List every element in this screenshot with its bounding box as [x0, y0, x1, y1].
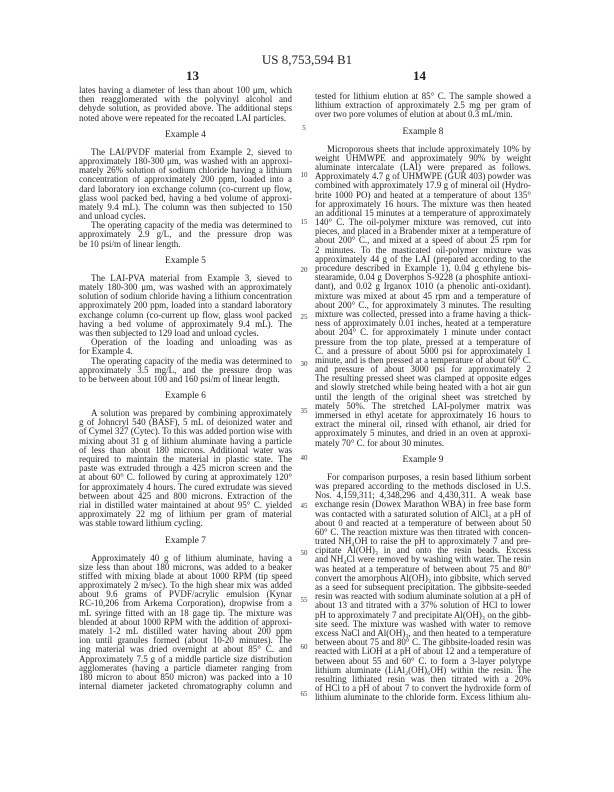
line-number: 45	[300, 501, 308, 510]
line-number: 60	[300, 643, 308, 652]
page-number-left: 13	[186, 68, 199, 83]
example-heading: Example 4	[165, 129, 206, 140]
text-line: dard laboratory ion exchange column (co-current up flow,	[79, 184, 292, 194]
text-line: procedure described in Example 1), 0.04 g ethylene bis-	[315, 264, 531, 273]
text-line: internal diameter jacketed chromatography column and	[79, 682, 292, 692]
text-line: as a seed for subsequent precipitation. The gibbsite-seeded	[315, 583, 531, 592]
paragraph	[79, 409, 292, 528]
text-line: paste was extruded through a 425 micron screen and the	[79, 464, 292, 474]
text-line: g of Johncryl 540 (BASF), 5 mL of deionized water and	[79, 418, 292, 428]
text-line: The LAI/PVDF material from Example 2, sieved to	[91, 147, 292, 157]
text-line: blended at about 1000 RPM with the addition of approxi-	[79, 617, 292, 627]
text-line: C. and a pressure of about 5000 psi for approximately 1	[315, 346, 531, 356]
paragraph	[315, 92, 531, 120]
text-line: mately 26% solution of sodium chloride having a lithium	[79, 166, 292, 176]
text-line: for approximately 16 hours. The mixture was then heated	[315, 199, 531, 209]
text-line: tested for lithium elution at 85° C. The sample showed a	[315, 92, 531, 101]
text-line: approximately 200 ppm, loaded into a standard laboratory	[79, 301, 292, 311]
text-line: about 9.6 grams of PVDF/acrylic emulsion (Kynar	[79, 590, 292, 600]
text-line: exchange column (co-current up flow, glass wool packed	[79, 310, 292, 320]
text-line: immersed in ethyl acetate for approximately 16 hours to	[315, 411, 531, 420]
text-line: 140° C. The oil-polymer mixture was removed, cut into	[315, 218, 531, 228]
text-line: and unload cycles.	[79, 212, 146, 222]
text-line: approximately 180-300 μm, was washed with an approxi-	[79, 156, 292, 166]
text-line: ness of approximately 0.01 inches, heated at a temperature	[315, 319, 531, 329]
text-line: mL syringe fitted with an 18 gage tip. The mixture was	[79, 608, 292, 618]
patent-number: US 8,753,594 B1	[261, 52, 353, 67]
text-line: 180 micron to about 850 micron) was packed into a 10	[79, 672, 292, 682]
text-line: was stable toward lithium cycling.	[79, 519, 203, 529]
text-line: stiffed with mixing blade at about 1000 RPM (tip speed	[79, 571, 292, 581]
text-line: dehyde solution, as provided above. The additional steps	[79, 104, 292, 114]
text-line: was heated at a temperature of between about 75 and 80°	[315, 564, 531, 574]
text-line: at about 60° C. followed by curing at approximately 120°	[79, 473, 292, 483]
paragraph	[79, 554, 292, 692]
example-heading: Example 8	[402, 126, 444, 137]
text-line: approximately 44 g of the LAI (prepared according to the	[315, 254, 531, 264]
text-line: rial in distilled water maintained at about 95° C. yielded	[79, 500, 292, 510]
text-line: reacted with LiOH at a pH of about 12 and a temperature of	[315, 647, 531, 657]
text-line: was contacted with a saturated solution of AlCl₃ at a pH of	[315, 509, 531, 519]
text-line: mately 1-2 mL distilled water having about 200 ppm	[79, 627, 292, 636]
line-number: 20	[300, 265, 308, 274]
paragraph	[79, 357, 292, 385]
example-heading: Example 7	[165, 535, 206, 546]
text-line: The operating capacity of the media was determined to	[91, 356, 292, 366]
text-line: Approximately 7.5 g of a middle particle size distribution	[79, 654, 292, 664]
text-line: over two pore volumes of elution at about 0.3 mL/min.	[315, 110, 513, 120]
text-line: mately 50%. The stretched LAI-polymer matrix was	[315, 401, 531, 411]
text-line: mixing about 31 g of lithium aluminate having a particle	[79, 436, 292, 446]
text-line: mixture was mixed at about 45 rpm and a temperature of	[315, 291, 531, 301]
paragraph	[315, 145, 531, 448]
text-line: cipitate Al(OH)₃ in and onto the resin beads. Excess	[315, 546, 531, 556]
paragraph	[79, 221, 292, 249]
example-heading: Example 5	[165, 255, 206, 266]
line-number: 15	[300, 218, 308, 227]
paragraph	[315, 473, 531, 703]
text-line: stearamide, 0.04 g Doverphos S-9228 (a phosphite antioxi-	[315, 273, 531, 283]
page-number-right: 14	[413, 68, 426, 83]
text-line: between about 75 and 80° C. The gibbsite-loaded resin was	[315, 638, 531, 648]
text-line: about 0 and reacted at a temperature of between about 50	[315, 518, 531, 528]
text-line: site seed. The mixture was washed with water to remove	[315, 619, 531, 629]
text-line: be 10 psi/m of linear length.	[79, 239, 181, 249]
text-line: concentration of approximately 200 ppm, loaded into a	[79, 175, 292, 185]
text-line: Nos. 4,159,311; 4,348,296 and 4,430,311. A weak base	[315, 491, 531, 501]
text-line: until the length of the original sheet was stretched by	[315, 392, 531, 402]
text-line: A solution was prepared by combining approximately	[91, 409, 292, 419]
text-line: The resulting pressed sheet was clamped at opposite edges	[315, 374, 531, 384]
text-line: required to maintain the material in plastic state. The	[79, 455, 292, 464]
text-line: about 200° C., for approximately 3 minutes. The resulting	[315, 300, 531, 310]
text-line: glass wool packed bed, having a bed volume of approxi-	[79, 193, 292, 203]
text-line: trated NH₄OH to raise the pH to approximately 7 and pre-	[315, 537, 531, 547]
text-line: lithium aluminate to the chloride form. Excess lithium alu-	[315, 693, 531, 703]
text-line: Microporous sheets that include approximately 10% by	[327, 144, 531, 154]
text-line: pieces, and placed in a Brabender mixer at a temperature of	[315, 227, 531, 237]
text-line: having a bed volume of approximately 9.4 mL). The	[79, 319, 292, 329]
text-line: agglomerates (having a particle diameter ranging from	[79, 663, 292, 673]
text-line: and slowly stretched while being heated with a hot air gun	[315, 383, 531, 393]
text-line: of Cymel 327 (Cytec). To this was added portion wise with	[79, 427, 292, 437]
paragraph	[79, 338, 292, 356]
text-line: Approximately 40 g of lithium aluminate, having a	[91, 553, 292, 563]
text-line: was prepared according to the methods disclosed in U.S.	[315, 481, 531, 491]
line-number: 10	[300, 171, 308, 180]
text-line: aluminate intercalate (LAI) were prepared as follows.	[315, 162, 531, 172]
text-line: lithium aluminate (LiAl₂(OH)₆OH) within the resin. The	[315, 665, 531, 675]
line-number: 35	[300, 407, 308, 416]
paragraph	[79, 148, 292, 222]
text-line: approximately 2 m/sec). To the high shear mix was added	[79, 581, 292, 591]
text-line: between about 425 and 800 microns. Extraction of the	[79, 491, 292, 501]
line-number: 5	[302, 124, 306, 132]
text-line: about 13 and titrated with a 37% solution of HCl to lower	[315, 601, 531, 611]
text-line: ing material was dried overnight at about 85° C. and	[79, 645, 292, 655]
text-line: minute, and is then pressed at a temperature of about 60° C.	[315, 355, 531, 365]
line-number: 40	[300, 454, 308, 463]
text-line: exchange resin (Dowex Marathon WBA) in free base form	[315, 500, 531, 510]
text-line: of HCl to a pH of about 7 to convert the hydroxide form of	[315, 684, 531, 694]
text-line: Operation of the loading and unloading was as	[91, 338, 292, 348]
paragraph	[79, 86, 292, 123]
text-line: of less than about 180 microns. Additional water was	[79, 445, 292, 455]
line-number: 25	[300, 312, 308, 321]
text-line: between about 55 and 60° C. to form a 3-layer polytype	[315, 656, 531, 666]
example-heading: Example 6	[165, 391, 206, 402]
text-line: mately 70° C. for about 30 minutes.	[315, 438, 445, 448]
text-line: Approximately 4.7 g of UHMWPE (GUR 403) powder was	[315, 172, 531, 182]
text-line: size less than about 180 microns, was added to a beaker	[79, 562, 292, 572]
text-line: mately 180-300 μm, was washed with an approximately	[79, 283, 292, 292]
text-line: solution of sodium chloride having a lithium concentration	[79, 292, 292, 302]
text-line: approximately 3.5 mg/L, and the pressure drop was	[79, 365, 292, 375]
text-line: and NH₄Cl were removed by washing with water. The resin	[315, 555, 531, 565]
text-line: for Example 4.	[79, 347, 133, 357]
text-line: 2 minutes. To the masticated oil-polymer mixture was	[315, 245, 531, 255]
text-line: dant), and 0.02 g Irganox 1010 (a phenolic anti-oxidant).	[315, 282, 531, 292]
text-line: about 200° C., and mixed at a speed of about 25 rpm for	[315, 236, 531, 246]
text-line: For comparison purposes, a resin based lithium sorbent	[327, 472, 531, 482]
text-line: noted above were repeated for the recoated LAI particles.	[79, 113, 287, 123]
text-line: combined with approximately 17.9 g of mineral oil (Hydro-	[315, 181, 531, 191]
text-line: then reagglomerated with the polyvinyl alcohol and	[79, 95, 292, 105]
example-heading: Example 9	[402, 454, 444, 465]
line-number: 50	[300, 548, 308, 557]
paragraph	[79, 274, 292, 338]
text-line: resulting lithiated resin was then titrated with a 20%	[315, 674, 531, 684]
right-column	[315, 92, 531, 702]
text-line: convert the amorphous Al(OH)₃ into gibbsite, which served	[315, 573, 531, 583]
text-line: RC-10,206 from Arkema Corporation), dropwise from a	[79, 599, 292, 609]
text-line: The LAI-PVA material from Example 3, sieved to	[91, 273, 292, 283]
text-line: The operating capacity of the media was determined to	[91, 221, 292, 231]
text-line: for approximately 4 hours. The cured extrudate was sieved	[79, 482, 292, 492]
line-number: 30	[300, 360, 308, 368]
text-line: approximately 2.9 g/L, and the pressure drop was	[79, 230, 292, 240]
text-line: approximately 5 minutes, and dried in an oven at approxi-	[315, 429, 531, 439]
text-line: 60° C. The reaction mixture was then titrated with concen-	[315, 527, 531, 537]
text-line: was then subjected to 129 load and unload cycles.	[79, 328, 259, 338]
text-line: brite 1000 PO) and heated at a temperature of about 135°	[315, 190, 531, 200]
text-line: pressure from the top plate, pressed at a temperature of	[315, 337, 531, 347]
line-number: 65	[300, 690, 308, 699]
text-line: excess NaCl and Al(OH)₃, and then heated to a temperature	[315, 628, 531, 638]
text-line: weight UHMWPE and approximately 90% by weight	[315, 153, 531, 163]
text-line: resin was reacted with sodium aluminate solution at a pH of	[315, 592, 531, 602]
text-line: ion until granules formed (about 10-20 minutes). The	[79, 636, 292, 646]
text-line: to be between about 100 and 160 psi/m of linear length.	[79, 374, 280, 384]
left-column	[79, 86, 292, 691]
text-line: approximately 22 mg of lithium per gram of material	[79, 510, 292, 520]
text-line: mately 9.4 mL). The column was then subjected to 150	[79, 202, 292, 212]
line-number: 55	[300, 596, 308, 604]
text-line: about 204° C. for approximately 1 minute under contact	[315, 328, 531, 338]
text-line: an additional 15 minutes at a temperature of approximately	[315, 208, 531, 218]
text-line: lithium extraction of approximately 2.5 mg per gram of	[315, 101, 531, 111]
text-line: extract the mineral oil, rinsed with ethanol, air dried for	[315, 420, 531, 430]
text-line: mixture was collected, pressed into a frame having a thick-	[315, 309, 531, 319]
text-line: and pressure of about 3000 psi for approximately 2	[315, 365, 531, 375]
text-line: pH to approximately 7 and precipitate Al(OH)₃ on the gibb-	[315, 610, 531, 620]
text-line: lates having a diameter of less than about 100 μm, which	[79, 86, 292, 95]
